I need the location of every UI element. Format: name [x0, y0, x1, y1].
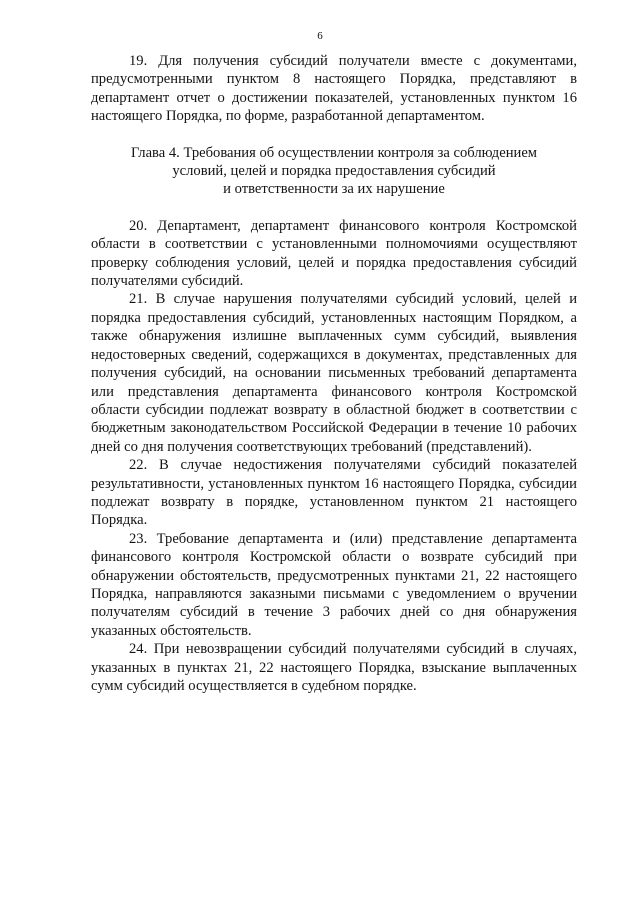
chapter-heading [91, 144, 577, 199]
chapter-heading-line-1: Глава 4. Требования об осуществлении контроля за соблюдением [130, 144, 538, 161]
page-number: 6 [317, 30, 323, 42]
paragraph-19: 19. Для получения субсидий получатели вместе с документами, предусмотренными пунктом 8 настоящего Порядка, представляют в департамент отчет о достижении показателей, установленных пунктом 16 настоящего Порядка, по форме, разработанной департаментом. [91, 53, 577, 125]
spacer [91, 199, 577, 217]
chapter-heading-line-3: и ответственности за их нарушение [223, 181, 445, 198]
chapter-heading-line-2: условий, целей и порядка предоставления субсидий [172, 163, 496, 180]
paragraph-23: 23. Требование департамента и (или) представление департамента финансового контроля Костромской области о возврате субсидий при обнаружении обстоятельств, предусмотренных пунктами 21, 22 настоящего Порядка, направляются заказными письмами с уведомлением о вручении получателям субсидий в течение 3 рабочих дней со дня обнаружения указанных обстоятельств. [91, 530, 577, 639]
paragraph-21: 21. В случае нарушения получателями субсидий условий, целей и порядка предоставления субсидий, установленных настоящим Порядком, а также обнаружения излишне выплаченных сумм субсидий, выявления недостоверных сведений, содержащихся в документах, представленных для получения субсидий, на основании письменных требований департамента или представления департамента финансового контроля Костромской области субсидии подлежат возврату в областной бюджет в соответствии с бюджетным законодательством Российской Федерации в течение 10 рабочих дней со дня получения соответствующих требований (представлений). [91, 291, 577, 455]
paragraph-22: 22. В случае недостижения получателями субсидий показателей результативности, установленных пунктом 16 настоящего Порядка, субсидии подлежат возврату в порядке, установленном пунктом 21 настоящего Порядка. [91, 457, 577, 529]
paragraph-24: 24. При невозвращении субсидий получателями субсидий в случаях, указанных в пунктах 21, 22 настоящего Порядка, взыскание выплаченных сумм субсидий осуществляется в судебном порядке. [91, 641, 577, 694]
document-body [91, 52, 577, 695]
spacer [91, 126, 577, 144]
paragraph-20: 20. Департамент, департамент финансового контроля Костромской области в соответствии с установленными полномочиями осуществляют проверку соблюдения условий, целей и порядка предоставления субсидий получателями субсидий. [91, 217, 577, 290]
